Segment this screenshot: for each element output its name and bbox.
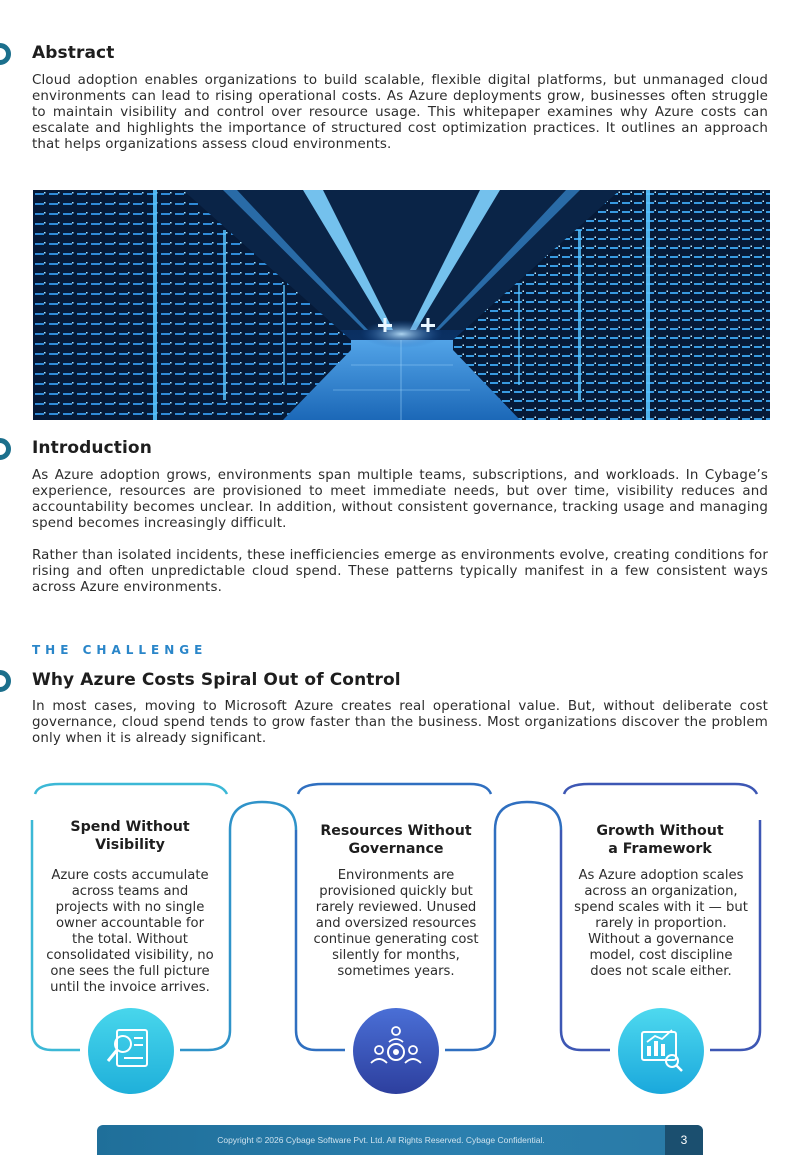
introduction-paragraph-1: As Azure adoption grows, environments span multiple teams, subscriptions, and workloads. In Cybage’s experience, resources are provisioned to meet immediate needs, but over time, visibility reduces and accountability becomes unclear. In addition, without consistent governance, tracking usage and managing spend becomes increasingly difficult.	[32, 468, 768, 531]
card-body-growth-framework: As Azure adoption scales across an organization, spend scales with it — but rarely in proportion. Without a governance model, cost discipline does not scale either.	[574, 868, 748, 979]
card-title-growth-framework: Growth Without a Framework	[596, 823, 724, 857]
introduction-heading: Introduction	[32, 438, 152, 458]
section-marker-abstract	[0, 43, 11, 65]
introduction-paragraph-2: Rather than isolated incidents, these inefficiencies emerge as environments evolve, creating conditions for rising and often unpredictable cloud spend. These patterns typically manifest in a few consistent ways across Azure environments.	[32, 548, 768, 595]
challenge-diagram	[0, 780, 800, 1100]
abstract-heading: Abstract	[32, 43, 115, 63]
report-magnifier-icon	[88, 1008, 174, 1094]
footer-copyright: Copyright © 2026 Cybage Software Pvt. Ltd. All Rights Reserved. Cybage Confidential.	[217, 1135, 545, 1145]
section-marker-challenge	[0, 670, 11, 692]
data-center-image	[33, 190, 770, 420]
abstract-body: Cloud adoption enables organizations to build scalable, flexible digital platforms, but unmanaged cloud environments can lead to rising operational costs. As Azure deployments grow, businesses often struggle to maintain visibility and control over resource usage. This whitepaper examines why Azure costs can escalate and highlights the importance of structured cost optimization practices. It outlines an approach that helps organizations assess cloud environments.	[32, 73, 768, 152]
growth-chart-icon	[618, 1008, 704, 1094]
page-footer	[97, 1125, 703, 1155]
card-title-resources-governance: Resources Without Governance	[320, 823, 472, 857]
card-body-resources-governance: Environments are provisioned quickly but rarely reviewed. Unused and oversized resources continue generating cost silently for months, sometimes years.	[313, 868, 479, 979]
challenge-kicker: THE CHALLENGE	[32, 643, 208, 657]
challenge-body: In most cases, moving to Microsoft Azure creates real operational value. But, without deliberate cost governance, cloud spend tends to grow faster than the business. Most organizations discover the problem only when it is already significant.	[32, 699, 768, 746]
card-title-spend-visibility: Spend Without Visibility	[70, 819, 190, 853]
card-body-spend-visibility: Azure costs accumulate across teams and projects with no single owner accountable for the total. Without consolidated visibility, no one sees the full picture until the invoice arrives.	[46, 868, 214, 995]
page-number: 3	[665, 1125, 703, 1155]
challenge-heading: Why Azure Costs Spiral Out of Control	[32, 670, 401, 690]
team-gear-icon	[353, 1008, 439, 1094]
section-marker-introduction	[0, 438, 11, 460]
